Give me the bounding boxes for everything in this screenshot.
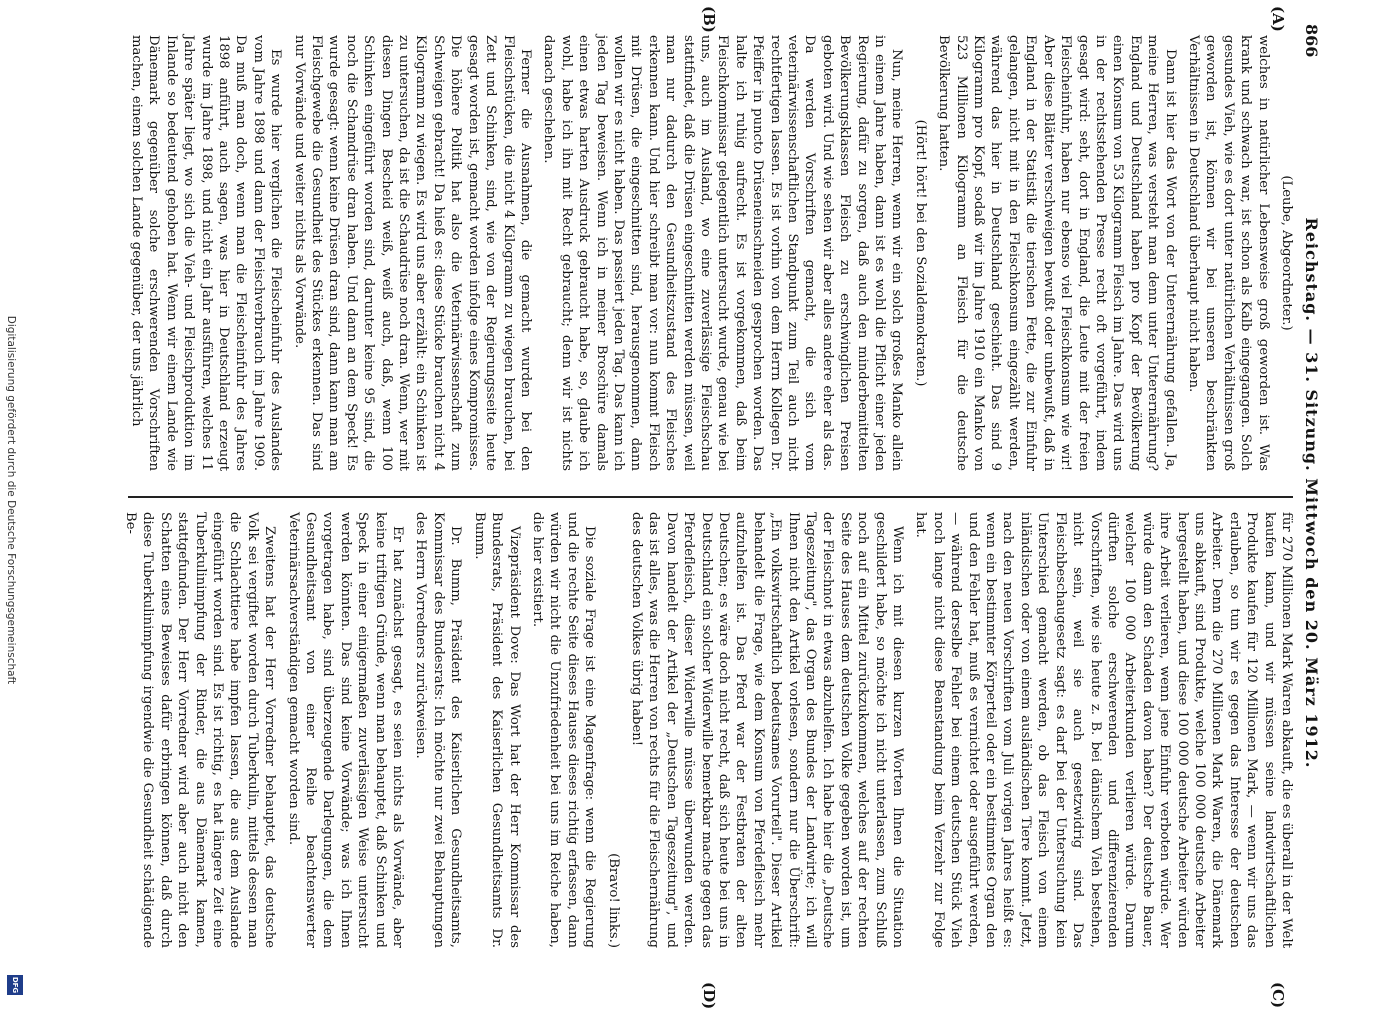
paragraph: Dr. Bumm, Präsident des Kaiserlichen Gesundheitsamts, Kommissar des Bundesrats: Ich möchte nur zwei Behauptungen des Herrn Vorredners zurückweisen. bbox=[413, 512, 464, 948]
paragraph: (Leube, Abgeordneter.) bbox=[1279, 175, 1294, 331]
paragraph: (Bravo! links.) bbox=[605, 853, 621, 948]
paragraph: Nun, meine Herren, wenn wir ein solch großes Manko allein in einem Jahre haben, dann ist es wohl die Pflicht einer jeden Regierung, dafür zu sorgen, daß auch den minderbemittelten Bevölkerungsklassen Fleisch zu erschwinglichen Preisen geboten wird. Und wie sehen wir aber alles andere eher als das. Da werden Vorschriften gemacht, die sich vom veterinärwissenschaftlichen Standpunkt zum Teil auch nicht rechtfertigen lassen. Es ist vorhin von dem Herrn Kollegen Dr. Pfeiffer in puncto Drüseneinschneiden gesprochen worden. Das halte ich ruhig aufrecht. Es ist vorgekommen, daß beim Fleischkommissar gelegentlich untersucht wurde, genau wie bei uns, auch im Ausland, wo eine zuverlässige Fleischschau stattfindet, daß die Drüsen eingeschnitten werden müssen, weil man nur dadurch den Gesundheitszustand des Fleisches erkennen kann. Und hier schreibt man vor: nun kommt Fleisch mit Drüsen, die eingeschnitten sind, herausgenommen, dann wollen wir es nicht haben. Das passiert jeden Tag. Das kann ich jeden Tag beweisen. Wenn ich in meiner Broschüre damals einen etwas harten Ausdruck gebraucht habe, so, glaube ich wohl, habe ich ihn mit Recht gebraucht; denn wir ist nichts danach geschehen. bbox=[541, 35, 905, 471]
digitization-credit: Digitalisierung gefördert durch die Deutsche Forschungsgemeinschaft bbox=[5, 315, 17, 685]
paragraph: Die soziale Frage ist eine Magenfrage: wenn die Regierung und die rechte Seite dieses Hauses dieses richtig erfassen, dann würden wir nicht die Unzufriedenheit bei uns im Reiche haben, die hier existiert. bbox=[529, 512, 598, 948]
paragraph: welches in natürlicher Lebensweise groß geworden ist. Was krank und schwach war, ist schon als Kalb eingegangen. Solch gesundes Vieh, wie es dort unter natürlichen Verhältnissen groß geworden ist, können wir bei unseren beschränkten Verhältnissen in Deutschland überhaupt nicht haben. bbox=[1185, 35, 1271, 471]
paragraph: für 270 Millionen Mark Waren abkauft, die es überall in der Welt kaufen kann, und wir müssen seine landwirtschaftlichen Produkte kaufen für 120 Millionen Mark, — wenn wir uns das erlauben, so tun wir es gegen das Interesse der deutschen Arbeiter. Denn die 270 Millionen Mark Waren, die Dänemark uns abkauft, sind Produkte, welche 100 000 deutsche Arbeiter hergestellt haben, und diese 100 000 deutsche Arbeiter würden ihre Arbeit verlieren, wenn jene Einfuhr verboten würde. Wer würde dann den Schaden davon haben? Der deutsche Bauer, welcher 100 000 Arbeiterkunden verlieren würde. Darum dürften solche erschwerenden und differenzierenden Vorschriften, wie sie heute z. B. bei dänischem Vieh bestehen, nicht sein, weil sie auch gesetzwidrig sind. Das Fleischbeschaugesetz sagt: es darf bei der Untersuchung kein Unterschied gemacht werden, ob das Fleisch von einem inländischen oder von einem ausländischen Tiere kommt. Jetzt, nach den neuen Vorschriften vom Juli vorigen Jahres heißt es: wenn ein bestimmter Körperteil oder ein bestimmtes Organ den und den Fehler hat, muß es vernichtet oder ausgeführt werden, — während derselbe Fehler bei einem deutschen Stück Vieh noch lange nicht diese Beanstandung beim Verzehr zur Folge hat. bbox=[913, 512, 1294, 948]
paragraph: Es wurde hier verglichen die Fleischeinfuhr des Auslandes vom Jahre 1898 und dann der Fleischverbrauch im Jahre 1909. Da muß man doch, wenn man die Fleischeinfuhr des Jahres 1898 anführt, auch sagen, was hier in Deutschland erzeugt wurde im Jahre 1898, und nicht ein Jahr ausführen, welches 11 Jahre später liegt, wo sich die Vieh- und Fleischproduktion im Inlande so bedeutend gehoben hat. Wenn wir einem Lande wie Dänemark gegenüber solche erschwerenden Vorschriften machen, einem solchen Lande gegenüber, der uns jährlich bbox=[129, 35, 284, 471]
paragraph: Zweitens hat der Herr Vorredner behauptet, das deutsche Volk sei vergiftet worden durch Tuberkulin, mittels dessen man die Schlachttiere habe impfen lassen, die aus dem Auslande eingeführt worden sind. Es ist richtig, es hat längere Zeit eine Tuberkulinimpfung der Rinder, die aus Dänemark kamen, stattgefunden. Der Herr Vorredner wird aber auch nicht den Schatten eines Beweises dafür erbringen können, daß durch diese Tuberkulinimpfung irgendwie die Gesundheit schädigende Be- bbox=[123, 512, 278, 948]
right-column bbox=[122, 512, 1295, 948]
page-header bbox=[1299, 18, 1321, 968]
paragraph: Dann ist hier das Wort von der Unterernährung gefallen. Ja, meine Herren, was versteht man denn unter Unterernährung? England und Deutschland haben pro Kopf der Bevölkerung einen Konsum von 53 Kilogramm Fleisch im Jahre. Das wird uns in der rechtsstehenden Presse recht oft vorgeführt, indem gesagt wird: seht, dort in England, die Leute mit der freien Fleischeinfuhr, haben nur ebenso viel Fleischkonsum wie wir! Aber diese Blätter verschweigen bewußt oder unbewußt, daß in England in der Statistik die tierischen Fette, die zur Einfuhr gelangen, nicht mit in den Fleischkonsum eingezählt werden, während das hier in Deutschland geschieht. Das sind 9 Kilogramm pro Kopf, sodaß wir im Jahre 1910 ein Manko von 523 Millionen Kilogramm an Fleisch für die deutsche Bevölkerung hatten. bbox=[936, 35, 1178, 471]
paragraph: Er hat zunächst gesagt, es seien nichts als Vorwände, aber keine triftigen Gründe, wenn man behauptet, daß Schinken und Speck in einer einigermaßen zuverlässigen Weise untersucht werden könnten. Das sind keine Vorwände; was ich Ihnen vorgetragen habe, sind überzeugende Darlegungen, die dem Gesundheitsamt von einer Reihe beachtenswerter Veterinärsachverständigen gemacht worden sind. bbox=[285, 512, 406, 948]
left-column bbox=[128, 35, 1295, 471]
margin-letter-a: (A) bbox=[1269, 6, 1287, 32]
running-title: Reichstag. — 31. Sitzung. Mittwoch den 20. März 1912. bbox=[1302, 217, 1321, 769]
paragraph: Vizepräsident Dove: Das Wort hat der Herr Kommissar des Bundesrats, Präsident des Kaiserlichen Gesundheitsamts Dr. Bumm. bbox=[471, 512, 522, 948]
paragraph: Wenn ich mit diesen kurzen Worten Ihnen die Situation geschildert habe, so möchte ich nicht unterlassen, zum Schluß noch auf ein Mittel zurückzukommen, welches auf der rechten Seite des Hauses dem deutschen Volke gegeben worden ist, um der Fleischnot in etwas abzuhelfen. Ich habe hier die „Deutsche Tageszeitung", das Organ des Bundes der Landwirte; ich will Ihnen nicht den Artikel vorlesen, sondern nur die Überschrift: „Ein volkswirtschaftlich bedeutsames Vorurteil". Dieser Artikel behandelt die Frage, wie dem Konsum von Pferdefleisch mehr aufzuhelfen ist. Das Pferd war der Festbraten der alten Deutschen; es wäre doch nicht recht, daß sich heute bei uns in Deutschland ein solcher Widerwille bemerkbar mache gegen das Pferdefleisch, dieser Widerwille müsse überwunden werden. Davon handelt der Artikel der „Deutschen Tageszeitung", und das ist alles, was die Herren von rechts für die Fleischernährung des deutschen Volkes übrig haben! bbox=[628, 512, 906, 949]
column-divider bbox=[128, 496, 1293, 498]
page-number: 866 bbox=[1302, 24, 1321, 58]
margin-letter-b: (B) bbox=[700, 6, 718, 33]
paragraph: Ferner die Ausnahmen, die gemacht wurden bei den Fleischstücken, die nicht 4 Kilogramm zu wiegen brauchen, bei Zett und Schinken, sind, wie von der Regierungsseite heute gesagt worden ist, gemacht worden infolge eines Kompromisses. Die höhere Politik hat also die Veterinärwissenschaft zum Schweigen gebracht! Da hieß es: diese Stücke brauchen nicht 4 Kilogramm zu wiegen. Es wird uns aber erzählt: ein Schinken ist zu untersuchen, da ist die Schaudrüse noch dran. Wenn, wer mit diesen Dingen Bescheid weiß, weiß auch, daß, wenn 100 Schinken eingeführt worden sind, darunter keine 95 sind, die noch die Schamdrüse dran haben. Und dann an dem Speck! Es wurde gesagt: wenn keine Drüsen dran sind, dann kann man am Fleischgewebe die Gesundheit des Stückes erkennen. Das sind nur Vorwände und weiter nichts als Vorwände. bbox=[291, 35, 533, 471]
margin-letter-c: (C) bbox=[1269, 982, 1287, 1009]
dfg-logo: DFG bbox=[7, 975, 23, 995]
paragraph: (Hört! hört! bei den Sozialdemokraten.) bbox=[912, 119, 928, 387]
margin-letter-d: (D) bbox=[700, 982, 718, 1009]
